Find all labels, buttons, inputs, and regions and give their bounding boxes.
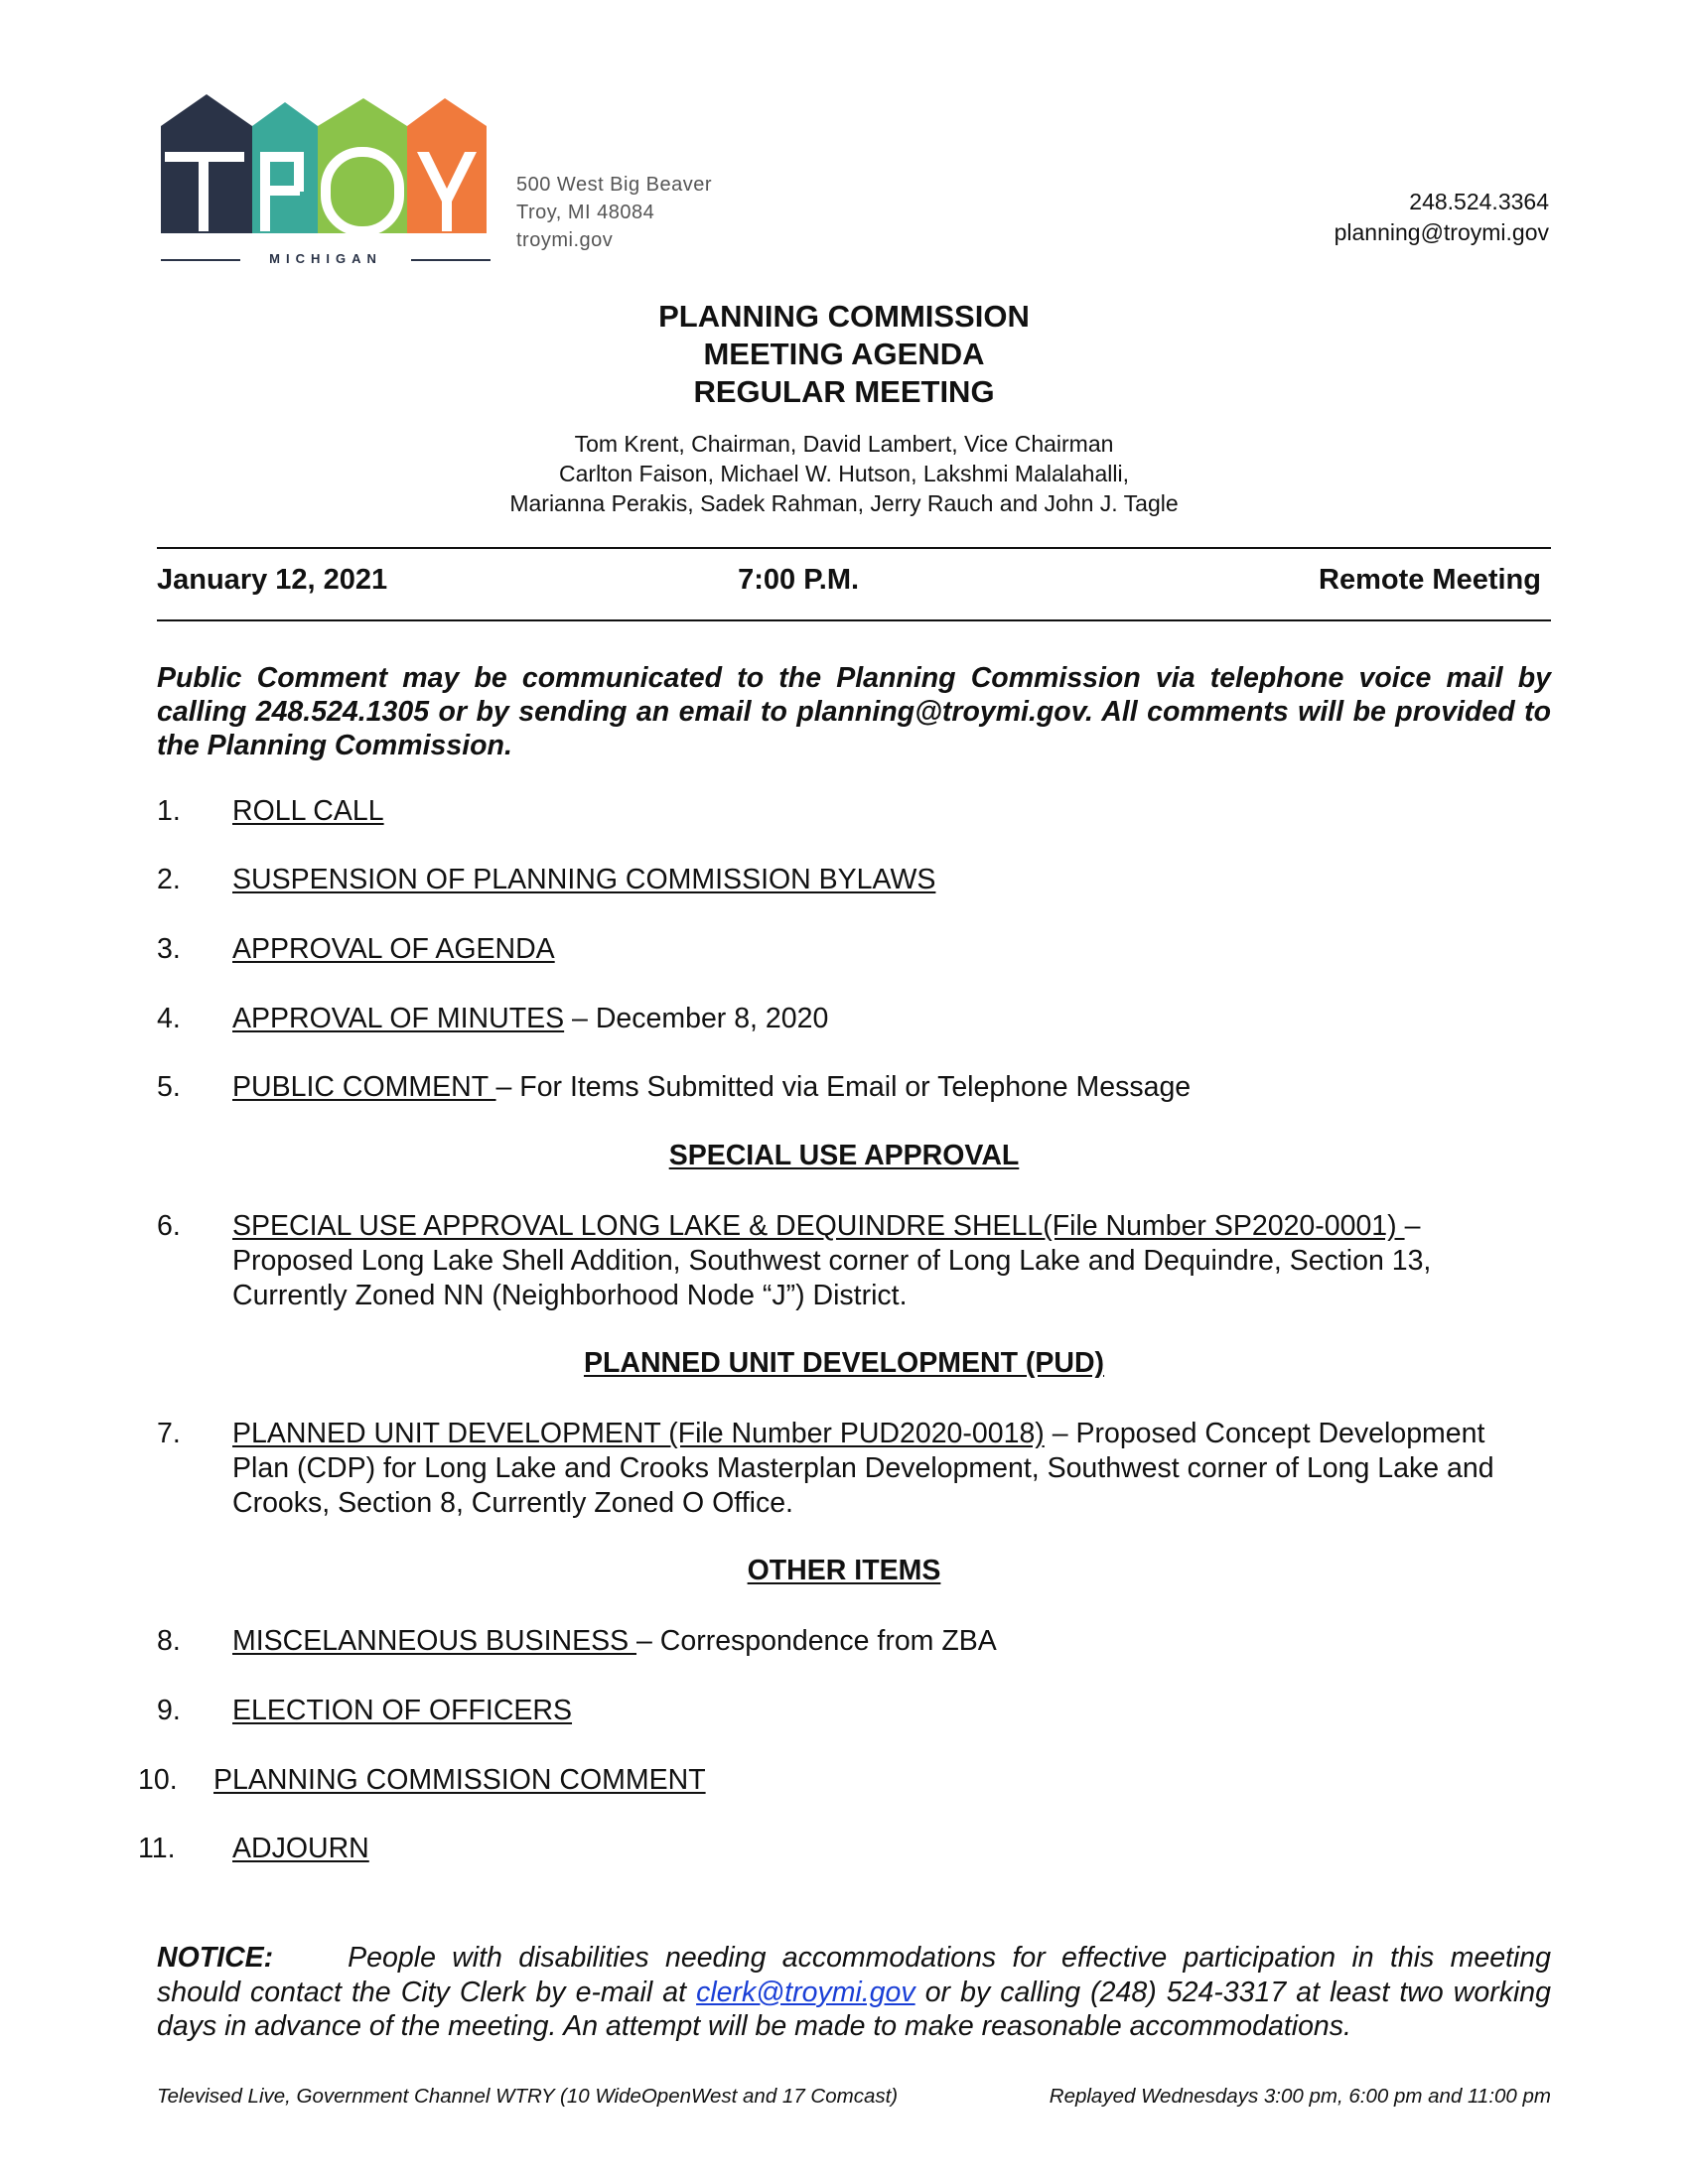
title-line1: PLANNING COMMISSION — [658, 299, 1030, 334]
item-number: 8. — [157, 1625, 181, 1657]
item-label: MISCELANNEOUS BUSINESS — [232, 1625, 637, 1657]
title-line2: MEETING AGENDA — [703, 337, 985, 371]
section-heading-special-use: SPECIAL USE APPROVAL — [668, 1140, 1020, 1171]
members-line3: Marianna Perakis, Sadek Rahman, Jerry Rauch and John J. Tagle — [509, 490, 1179, 516]
item-number: 5. — [157, 1071, 181, 1103]
item-label: PUBLIC COMMENT — [232, 1071, 496, 1103]
item-detail: – December 8, 2020 — [564, 1003, 829, 1034]
item-number: 7. — [157, 1418, 181, 1449]
meeting-time: 7:00 P.M. — [738, 564, 860, 596]
members-line1: Tom Krent, Chairman, David Lambert, Vice Chairman — [574, 431, 1114, 457]
divider-bottom — [157, 619, 1551, 621]
logo-rule-right — [411, 259, 491, 261]
item-number: 11. — [138, 1833, 176, 1864]
broadcast-footer — [157, 2085, 1551, 2109]
notice-text-part1: People with disabilities needing accommodations for effective participation in this meeting should contact the City Clerk by e-mail at — [157, 1942, 1551, 2008]
divider-top — [157, 547, 1551, 549]
item-label: APPROVAL OF MINUTES — [232, 1003, 565, 1034]
item-detail: – For Items Submitted via Email or Telephone Message — [495, 1071, 1192, 1103]
item-number: 2. — [157, 864, 181, 895]
logo-subtext: MICHIGAN — [269, 251, 382, 266]
item-detail: – Proposed Long Lake Shell Addition, Southwest corner of Long Lake and Dequindre, Section 13, Currently Zoned NN (Neighborhood Node “J”) District. — [232, 1210, 1432, 1311]
item-label: SUSPENSION OF PLANNING COMMISSION BYLAWS — [232, 864, 936, 895]
public-comment-notice: Public Comment may be communicated to the Planning Commission via telephone voice mail by calling 248.524.1305 or by sending an email to planning@troymi.gov. All comments will be provided to the Planning Commission. — [157, 662, 1551, 761]
meeting-date: January 12, 2021 — [157, 564, 388, 596]
item-detail: – Proposed Concept Development Plan (CDP) for Long Lake and Crooks Masterplan Development, Southwest corner of Long Lake and Crooks, Section 8, Currently Zoned O Office. — [232, 1418, 1494, 1519]
title-line3: REGULAR MEETING — [693, 374, 995, 409]
item-label: PLANNING COMMISSION COMMENT — [213, 1764, 706, 1796]
item-label: ADJOURN — [232, 1833, 369, 1864]
meeting-location: Remote Meeting — [1319, 564, 1541, 596]
item-label: ROLL CALL — [232, 795, 384, 827]
address-block — [516, 171, 712, 254]
phone-text: 248.524.3364 — [1409, 189, 1549, 214]
members-list — [0, 429, 1688, 518]
accessibility-notice — [157, 1941, 1551, 2044]
troy-logo — [157, 94, 494, 283]
item-number: 9. — [157, 1695, 181, 1726]
logo-rule-left — [161, 259, 240, 261]
item-number: 6. — [157, 1210, 181, 1242]
email-text: planning@troymi.gov — [1334, 219, 1549, 245]
address-line2: Troy, MI 48084 — [516, 202, 655, 223]
item-number: 10. — [138, 1764, 178, 1796]
footer-right: Replayed Wednesdays 3:00 pm, 6:00 pm and 11:00 pm — [1049, 2085, 1551, 2108]
section-heading-pud: PLANNED UNIT DEVELOPMENT (PUD) — [583, 1347, 1105, 1379]
website-text: troymi.gov — [516, 229, 614, 251]
item-label: SPECIAL USE APPROVAL LONG LAKE & DEQUINDRE SHELL(File Number SP2020-0001) — [232, 1210, 1405, 1242]
page-title — [0, 298, 1688, 411]
item-detail: – Correspondence from ZBA — [636, 1625, 997, 1657]
meeting-info — [157, 564, 1541, 597]
notice-text-part2: or by calling (248) 524-3317 at least two working days in advance of the meeting. An attempt will be made to make reasonable accommodations. — [157, 1976, 1551, 2042]
contact-block — [1335, 187, 1549, 248]
item-label: ELECTION OF OFFICERS — [232, 1695, 573, 1726]
item-number: 1. — [157, 795, 181, 827]
footer-left: Televised Live, Government Channel WTRY (10 WideOpenWest and 17 Comcast) — [157, 2085, 899, 2108]
notice-label: NOTICE: — [157, 1942, 274, 1974]
address-line1: 500 West Big Beaver — [516, 174, 713, 196]
section-heading-other: OTHER ITEMS — [747, 1555, 941, 1586]
members-line2: Carlton Faison, Michael W. Hutson, Lakshmi Malalahalli, — [559, 461, 1129, 486]
item-number: 3. — [157, 933, 181, 965]
item-label: PLANNED UNIT DEVELOPMENT (File Number PUD2020-0018) — [232, 1418, 1045, 1449]
clerk-email-link[interactable]: clerk@troymi.gov — [696, 1976, 915, 2008]
item-number: 4. — [157, 1003, 181, 1034]
item-label: APPROVAL OF AGENDA — [232, 933, 555, 965]
